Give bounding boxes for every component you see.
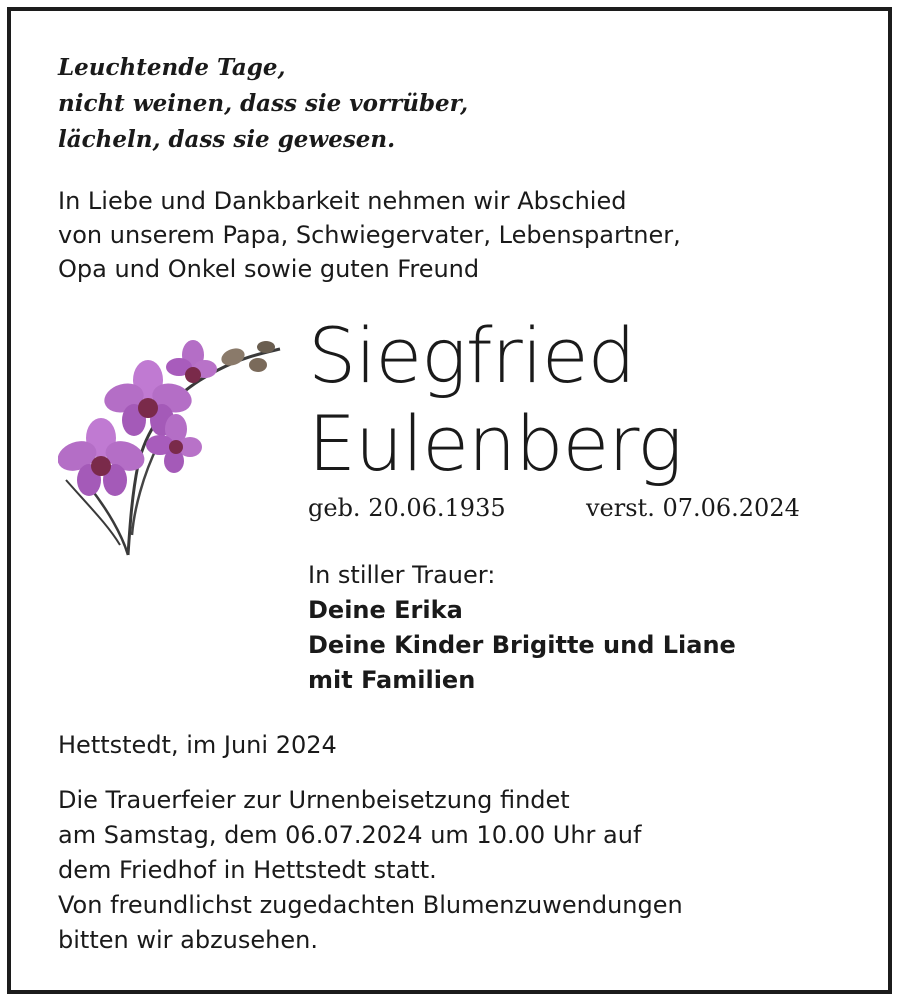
mourner-line: Deine Kinder Brigitte und Liane <box>308 631 736 659</box>
farewell-line: In Liebe und Dankbarkeit nehmen wir Abschied <box>58 187 627 215</box>
motto-line: Leuchtende Tage, <box>58 54 286 81</box>
place-and-date: Hettstedt, im Juni 2024 <box>58 731 337 759</box>
funeral-info <box>58 783 683 958</box>
motto-line: nicht weinen, dass sie vorrüber, <box>58 90 469 117</box>
motto-verse <box>58 50 468 158</box>
mourner-line: mit Familien <box>308 666 476 694</box>
orchid-icon <box>58 335 288 565</box>
motto-line: lächeln, dass sie gewesen. <box>58 126 396 153</box>
mourner-line: Deine Erika <box>308 596 463 624</box>
farewell-text <box>58 184 681 286</box>
first-name: Siegfried <box>308 311 635 400</box>
funeral-line: Die Trauerfeier zur Urnenbeisetzung findet <box>58 786 570 814</box>
funeral-line: Von freundlichst zugedachten Blumenzuwendungen <box>58 891 683 919</box>
deceased-name <box>308 312 682 488</box>
funeral-line: bitten wir abzusehen. <box>58 926 318 954</box>
farewell-line: von unserem Papa, Schwiegervater, Lebenspartner, <box>58 221 681 249</box>
death-date: verst. 07.06.2024 <box>586 494 800 522</box>
funeral-line: am Samstag, dem 06.07.2024 um 10.00 Uhr auf <box>58 821 642 849</box>
mourners-block <box>308 558 736 698</box>
funeral-line: dem Friedhof in Hettstedt statt. <box>58 856 437 884</box>
birth-date: geb. 20.06.1935 <box>308 494 506 522</box>
last-name: Eulenberg <box>308 399 682 488</box>
mourners-intro: In stiller Trauer: <box>308 561 496 589</box>
farewell-line: Opa und Onkel sowie guten Freund <box>58 255 480 283</box>
